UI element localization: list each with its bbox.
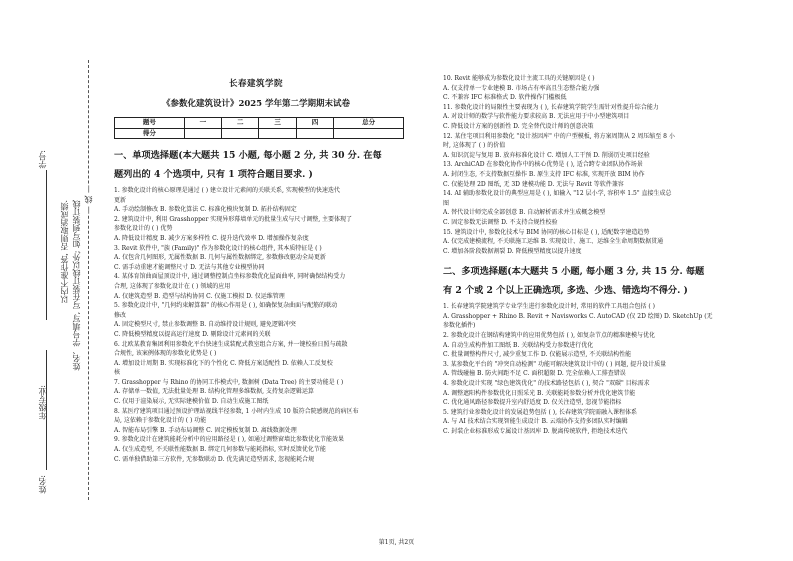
question-line: 6. 北欧某教育集团利用参数化平台快速生成装配式教室组合方案, 并一键校验日照与疏散 xyxy=(114,340,348,348)
question-line: C. 降低设计方案的创新性 D. 完全替代设计师的创意决策 xyxy=(443,122,594,130)
question-line: A. 与 AI 技术结合实现智能生成设计 B. 云端协作支持多团队实时编辑 xyxy=(443,418,628,426)
question-line: 合规性, 该案例体现的参数化优势是 ( ) xyxy=(114,350,217,358)
question-line: C. 优化通风路径参数提升室内舒适度 D. 仅关注造型, 忽视节能指标 xyxy=(443,399,622,407)
question-line: A. 存储单一数值, 无法批量处理 B. 结构化管理多维数据, 支持复杂逻辑运算 xyxy=(114,388,314,396)
question-line: A. Grasshopper + Rhino B. Revit + Navisworks C. AutoCAD (仅 2D 绘图) D. SketchUp (无 xyxy=(443,312,713,320)
school-name: 长春建筑学院 xyxy=(228,79,283,89)
question-line: 7. Grasshopper 与 Rhino 的协同工作模式中, 数据树 (Data Tree) 的主要功能是 ( ) xyxy=(114,378,344,386)
score-cell: 一 xyxy=(184,118,221,129)
question-line: C. 需手动重建才能调整尺寸 D. 无法与其他专业模型协同 xyxy=(114,263,265,271)
section1-questions-left xyxy=(114,186,414,464)
student-no-line xyxy=(46,170,47,320)
question-line: C. 封装企业标准形成专属设计基因库 D. 脱离传统软件, 拒绝技术迭代 xyxy=(443,428,628,435)
binding-note-line2: 姓名、学号填写, 写在装订线以外; 如写到装订线 xyxy=(72,200,81,371)
section1-heading-cont: 题列出的 4 个选项中, 只有 1 项符合题目要求. ) xyxy=(114,169,313,180)
question-line: 2. 参数化设计在钢结构建筑中的应用优势包括 ( ), 如复杂节点的精准建模与优化 xyxy=(443,332,655,340)
question-line: A. 对设计师的数学与软件能力要求较高 B. 无法应用于中小型建筑项目 xyxy=(443,113,630,121)
score-input-cell[interactable] xyxy=(296,128,333,139)
question-line: C. 批量调整构件尺寸, 减少重复工作 D. 仅能展示造型, 不关联结构性能 xyxy=(443,351,632,359)
question-line: C. 仅用于渲染展示, 无实际建模价值 D. 自动生成施工图纸 xyxy=(114,398,269,406)
seal-line-label: — 线 — xyxy=(84,185,93,215)
question-line: 合理, 这体现了参数化设计在 ( ) 领域的应用 xyxy=(114,282,231,290)
question-line: 4. 参数化设计实现 "绿色建筑优化" 的技术路径包括 ( ), 契合 "双碳" 目标需求 xyxy=(443,380,650,388)
score-table-header-row xyxy=(115,118,404,129)
question-line: 更新 xyxy=(114,196,127,204)
question-line: C. 不兼容 IFC 标准格式 D. 软件操作门槛极低 xyxy=(443,94,567,102)
score-cell: 总分 xyxy=(334,118,404,129)
class-label: 年级专业: xyxy=(38,385,47,420)
question-line: 核 xyxy=(114,369,121,377)
binding-dashed-line xyxy=(88,60,89,500)
question-line: A. 智能布局引擎 B. 手动布局调整 C. 固定模板复制 D. 离线数据处理 xyxy=(114,426,297,434)
score-input-cell[interactable] xyxy=(259,128,296,139)
score-cell: 二 xyxy=(222,118,259,129)
question-line: 11. 参数化设计的局限性主要表现为 ( ), 长春建筑学院学生需针对性提升综合能力 xyxy=(443,103,659,111)
question-line: A. 替代设计师完成全部创意 B. 自动解析需求并生成概念模型 xyxy=(443,209,606,217)
question-line: C. 增加各阶段数据割裂 D. 降低模型精度以提升速度 xyxy=(443,247,582,255)
question-line: 8. 某医疗建筑项目通过预设护理站视线半径参数, 1 小时内生成 10 版符合院感规范的病区布 xyxy=(114,407,359,415)
question-line: 1. 长春建筑学院建筑学专业学生进行参数化设计时, 常用的软件工具组合包括 ( ) xyxy=(443,303,655,311)
question-line: C. 需单独借助第三方软件, 无参数联动 D. 优先满足造型需求, 忽视能耗合规 xyxy=(114,455,315,463)
question-line: 13. ArchiCAD 在参数化协作中的核心优势是 ( ), 适合跨专业团队协作场景 xyxy=(443,161,643,169)
score-input-cell[interactable] xyxy=(222,128,259,139)
question-line: A. 知识沉淀与复用 B. 放弃标准化设计 C. 增加人工干预 D. 削弱历史项目经验 xyxy=(443,151,650,159)
score-cell: 题号 xyxy=(115,118,185,129)
section1-questions-right xyxy=(443,74,743,256)
question-line: A. 固定模型尺寸, 禁止参数调整 B. 自动维持设计规则, 避免逻辑冲突 xyxy=(114,321,296,329)
question-line: A. 仅支持单一专业建模 B. 市场占有率高且生态整合能力强 xyxy=(443,84,600,92)
score-cell: 得分 xyxy=(115,128,185,139)
question-line: 10. Revit 能够成为参数化设计主流工具的关键原因是 ( ) xyxy=(443,75,595,82)
page-footer: 第1页, 共2页 xyxy=(378,539,415,546)
section2-questions xyxy=(443,302,743,436)
question-line: 3. Revit 软件中, "族 (Family)" 作为参数化设计的核心组件, 其本质特征是 ( ) xyxy=(114,244,322,252)
question-line: A. 仅生成造型, 不关联性能数据 B. 绑定几何参数与能耗指标, 实时反馈优化节能 xyxy=(114,446,326,454)
question-line: A. 仅包含几何图形, 无属性数据 B. 几何与属性数据绑定, 参数修改驱动全局更新 xyxy=(114,254,326,262)
question-line: A. 手动绘制修改 B. 参数化算法 C. 标准化模块复制 D. 拓扑结构固定 xyxy=(114,206,297,214)
question-line: 4. 某体育馆曲面屋顶设计中, 通过调整控制点坐标参数优化屋面曲率, 同时确保结构受力 xyxy=(114,273,346,281)
question-line: A. 管线碰撞 B. 防火间距不足 C. 面积超限 D. 完全依赖人工排查错误 xyxy=(443,370,626,378)
question-line: A. 仅建筑造型 B. 造型与结构协同 C. 仅施工模拟 D. 仅运维管理 xyxy=(114,292,285,300)
question-line: 参数化插件) xyxy=(443,322,476,330)
question-line: C. 仅能处理 2D 图纸, 无 3D 建模功能 D. 无法与 Revit 等软件兼容 xyxy=(443,180,624,188)
question-line: 3. 某参数化平台的 "冲突自动检测" 功能可解决建筑设计中的 ( ) 问题, 提升设计质量 xyxy=(443,360,667,368)
question-line: 14. AI 辅助参数化设计的典型应用是 ( ), 如输入 "12 层小学, 容积率 1.5" 直接生成总 xyxy=(443,190,672,198)
section2-heading-cont: 有 2 个或 2 个以上正确选项, 多选、少选、错选均不得分. ) xyxy=(443,285,688,297)
question-line: C. 降低模型精度以提高运行速度 D. 剔除设计元素间的关联 xyxy=(114,330,271,338)
question-line: 时, 这体现了 ( ) 的价值 xyxy=(443,142,506,150)
question-line: C. 固定参数无法调整 D. 不支持合规性校验 xyxy=(443,218,558,226)
score-cell: 四 xyxy=(296,118,333,129)
question-line: 参数化设计的 ( ) 优势 xyxy=(114,225,173,233)
question-line: A. 降低设计精度 B. 减少方案多样性 C. 提升迭代效率 D. 增加操作复杂度 xyxy=(114,234,309,242)
question-line: A. 封闭生态, 不支持数据互操作 B. 原生支持 IFC 标准, 实现开放 BIM 协作 xyxy=(443,170,645,178)
question-line: 局, 这依赖于参数化设计的 ( ) 功能 xyxy=(114,417,207,425)
section1-heading: 一、单项选择题(本大题共 15 小题, 每小题 2 分, 共 30 分. 在每 xyxy=(114,150,382,161)
question-line: 5. 参数化设计中, "几何约束解算器" 的核心作用是 ( ), 如确保复杂曲面与配筋的联动 xyxy=(114,302,338,310)
question-line: 修改 xyxy=(114,311,127,319)
exam-title: 《参数化建筑设计》2025 学年第二学期期末试卷 xyxy=(161,99,351,109)
question-line: 15. 建筑设计中, 参数化技术与 BIM 协同的核心目标是 ( ), 适配数字建造趋势 xyxy=(443,228,650,236)
name-label: 姓名: xyxy=(38,475,47,494)
question-line: A. 仅完成建模流程, 不关联施工运维 B. 实现设计、施工、运维全生命周期数据贯通 xyxy=(443,238,664,246)
question-line: A. 增加设计周期 B. 实现标准化下的个性化 C. 降低方案适配性 D. 依赖人工反复校 xyxy=(114,359,333,367)
question-line: 1. 参数化设计的核心原理是通过 ( ) 建立设计元素间的关联关系, 实现模型的快速迭代 xyxy=(114,187,340,194)
score-cell: 三 xyxy=(259,118,296,129)
student-no-label: 学号: xyxy=(38,150,47,169)
score-input-cell[interactable] xyxy=(184,128,221,139)
question-line: 9. 参数化设计在建筑能耗分析中的应用路径是 ( ), 如通过调整窗墙比参数优化节能效果 xyxy=(114,436,344,444)
question-line: A. 调整遮阳构件参数优化日照采光 B. 关联能耗参数分析并优化建筑节能 xyxy=(443,389,636,397)
question-line: 图 xyxy=(443,199,450,207)
question-line: 12. 某住宅项目利用参数化 "设计基因库" 中的户型模板, 将方案周期从 2 周压缩至 8 小 xyxy=(443,132,675,140)
score-input-cell[interactable] xyxy=(334,128,404,139)
question-line: A. 自动生成构件加工图纸 B. 关联结构受力参数进行优化 xyxy=(443,341,594,349)
score-table-score-row xyxy=(115,128,404,139)
score-table xyxy=(114,117,404,139)
binding-note-line1: 以内不准作答, 否则取消成绩. xyxy=(60,200,69,304)
question-line: 5. 建筑行业参数化设计的发展趋势包括 ( ), 长春建筑学院需融入课程体系 xyxy=(443,408,637,416)
section2-heading: 二、多项选择题(本大题共 5 小题, 每小题 3 分, 共 15 分. 每题 xyxy=(443,266,705,278)
question-line: 2. 建筑设计中, 利用 Grasshopper 实现异形幕墙单元的批量生成与尺寸调整, 主要体现了 xyxy=(114,215,353,223)
